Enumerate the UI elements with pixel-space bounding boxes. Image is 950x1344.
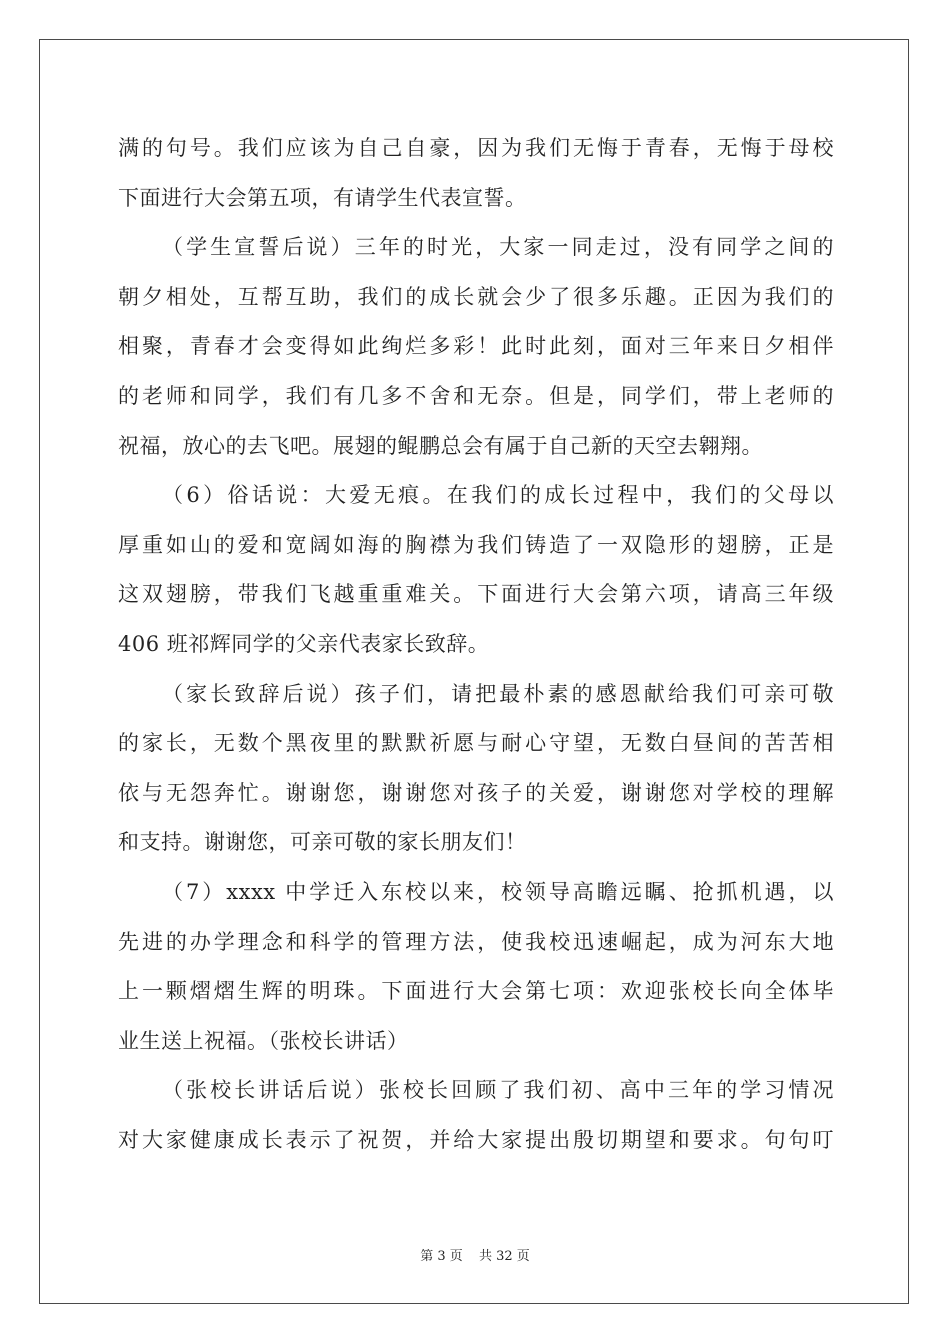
text-line: 厚重如山的爱和宽阔如海的胸襟为我们铸造了一双隐形的翅膀，正是 bbox=[118, 532, 834, 557]
text-line: 朝夕相处，互帮互助，我们的成长就会少了很多乐趣。正因为我们的 bbox=[118, 284, 834, 309]
text-line: （张校长讲话后说）张校长回顾了我们初、高中三年的学习情况 bbox=[162, 1078, 834, 1103]
text-line: 的家长，无数个黑夜里的默默祈愿与耐心守望，无数白昼间的苦苦相 bbox=[118, 731, 834, 756]
text-line: （6）俗话说：大爱无痕。在我们的成长过程中，我们的父母以 bbox=[162, 483, 834, 508]
text-line: 和支持。谢谢您，可亲可敬的家长朋友们！ bbox=[118, 830, 527, 855]
text-line: 满的句号。我们应该为自己自豪，因为我们无悔于青春，无悔于母校 bbox=[118, 136, 834, 160]
text-line: 相聚，青春才会变得如此绚烂多彩！此时此刻，面对三年来日夕相伴 bbox=[118, 334, 834, 359]
page-number: 第 3 页 bbox=[420, 1249, 463, 1264]
text-line: （7）xxxx 中学迁入东校以来，校领导高瞻远瞩、抢抓机遇，以 bbox=[162, 879, 834, 904]
text-line: 这双翅膀，带我们飞越重重难关。下面进行大会第六项，请高三年级 bbox=[118, 582, 834, 607]
text-line: 先进的办学理念和科学的管理方法，使我校迅速崛起，成为河东大地 bbox=[118, 929, 834, 954]
text-line: 祝福，放心的去飞吧。展翅的鲲鹏总会有属于自己新的天空去翱翔。 bbox=[118, 433, 763, 458]
text-line: 依与无怨奔忙。谢谢您，谢谢您对孩子的关爱，谢谢您对学校的理解 bbox=[118, 780, 834, 805]
text-line: 对大家健康成长表示了祝贺，并给大家提出殷切期望和要求。句句叮 bbox=[118, 1127, 834, 1152]
page-total: 共 32 页 bbox=[478, 1249, 530, 1264]
text-line: （家长致辞后说）孩子们，请把最朴素的感恩献给我们可亲可敬 bbox=[162, 681, 834, 706]
text-line: （学生宣誓后说）三年的时光，大家一同走过，没有同学之间的 bbox=[162, 235, 834, 260]
text-line: 下面进行大会第五项，有请学生代表宣誓。 bbox=[118, 185, 527, 210]
text-line: 的老师和同学，我们有几多不舍和无奈。但是，同学们，带上老师的 bbox=[118, 383, 834, 408]
text-line: 上一颗熠熠生辉的明珠。下面进行大会第七项：欢迎张校长向全体毕 bbox=[118, 979, 834, 1004]
text-line: 业生送上祝福。（张校长讲话） bbox=[118, 1028, 409, 1053]
page-footer bbox=[0, 1245, 950, 1264]
text-line: 406 班祁辉同学的父亲代表家长致辞。 bbox=[118, 631, 490, 656]
document-body bbox=[118, 124, 834, 1165]
